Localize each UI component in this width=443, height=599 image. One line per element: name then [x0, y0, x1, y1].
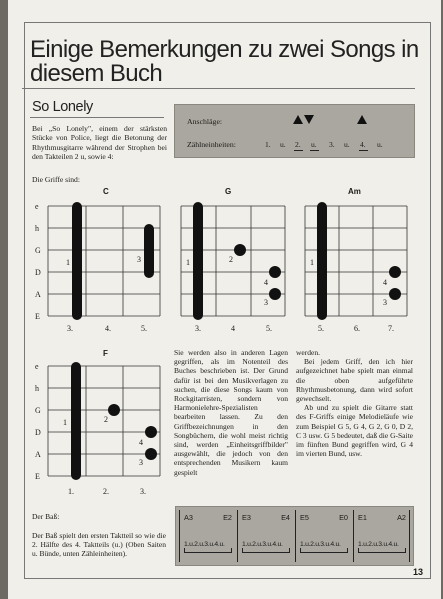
string-h: h	[35, 384, 39, 393]
page-title	[30, 38, 425, 86]
count-4: 4.	[360, 140, 366, 149]
fret-number: 5.	[266, 324, 272, 333]
title-rule	[22, 88, 415, 89]
fret-number: 5.	[318, 324, 324, 333]
count-bracket	[300, 552, 348, 553]
finger-number: 1	[186, 258, 190, 267]
fret-number: 3.	[67, 324, 73, 333]
fretboard	[171, 187, 291, 335]
bass-note-first: E5	[300, 513, 309, 522]
finger-number: 1	[63, 418, 67, 427]
count-bracket-tick	[347, 548, 348, 553]
upstroke-icon	[357, 115, 367, 124]
barre-finger	[72, 202, 82, 320]
fret-number: 2.	[103, 487, 109, 496]
fret-number: 1.	[68, 487, 74, 496]
count-underline	[310, 150, 319, 151]
chord-name: G	[225, 187, 232, 196]
count-2u: u.	[311, 140, 317, 149]
fret-number: 4.	[105, 324, 111, 333]
count-2: 2.	[295, 140, 301, 149]
finger-number: 3	[264, 298, 268, 307]
count-bracket	[358, 552, 406, 553]
upstroke-icon	[293, 115, 303, 124]
string-g: G	[35, 246, 41, 255]
bass-count: 1.u.2.u.3.u.4.u.	[242, 541, 283, 548]
paragraph: Bei jedem Griff, den ich hier aufgezeichnet habe spielt man einmal die oben aufgeführte Rhythmusbetonung, dann wird sofort gewechselt.	[296, 357, 413, 404]
finger-dot	[269, 266, 281, 278]
finger-dot	[389, 266, 401, 278]
finger-number: 2	[104, 415, 108, 424]
chord-name: F	[103, 349, 108, 358]
bass-note-last: A2	[397, 513, 406, 522]
count-4u: u.	[377, 140, 383, 149]
string-g: G	[35, 406, 41, 415]
barre-finger	[71, 362, 81, 480]
bass-label: Der Baß:	[32, 512, 60, 521]
bass-text: Der Baß spielt den ersten Taktteil so wie die 2. Hälfte des 4. Taktteils (u.) (Oben Saiten u. Bünde, unten Zähleinheiten).	[32, 531, 166, 559]
string-labels	[35, 202, 41, 321]
intro-text: Bei „So Lonely", einem der stärksten Stücke von Police, liegt die Betonung der Rhythmusgitarre während der Strophen bei den Takteilen 2 u, sowie 4:	[32, 124, 167, 161]
bass-note-last: E0	[339, 513, 348, 522]
string-a: A	[35, 450, 41, 459]
finger-dot	[269, 288, 281, 300]
fret-number: 3.	[140, 487, 146, 496]
finger-number: 3	[139, 458, 143, 467]
count-bracket-tick	[231, 548, 232, 553]
section-heading: So Lonely	[32, 99, 93, 115]
fret-number: 6.	[354, 324, 360, 333]
fretboard	[295, 187, 415, 335]
string-d: D	[35, 428, 41, 437]
count-underline	[294, 150, 303, 151]
counts-label: Zählneinheiten:	[187, 140, 236, 149]
bass-bar	[237, 510, 294, 562]
bass-bar	[295, 510, 352, 562]
finger-number: 1	[66, 258, 70, 267]
barre-finger	[317, 202, 327, 320]
finger-number: 4	[264, 278, 268, 287]
bass-count: 1.u.2.u.3.u.4.u.	[358, 541, 399, 548]
fretboard	[30, 349, 166, 499]
finger-dot	[108, 404, 120, 416]
string-labels	[35, 362, 41, 481]
finger-number: 4	[139, 438, 143, 447]
finger-dot	[234, 244, 246, 256]
finger-number: 2	[229, 255, 233, 264]
chord-name: Am	[348, 187, 361, 196]
finger-dot	[145, 426, 157, 438]
string-low-e: E	[35, 312, 40, 321]
chord-diagram-f	[30, 349, 166, 499]
bass-notation-box	[175, 506, 414, 566]
chord-diagram-am	[295, 187, 415, 335]
fret-number: 4	[231, 324, 235, 333]
downstroke-icon	[304, 115, 314, 124]
count-1u: u.	[280, 140, 286, 149]
page-title-line-2: diesem Buch	[30, 60, 163, 87]
count-bracket	[242, 552, 290, 553]
bass-note-last: E2	[223, 513, 232, 522]
fret-number: 5.	[141, 324, 147, 333]
count-bracket-tick	[405, 548, 406, 553]
fretboard	[30, 187, 166, 335]
finger-number: 3	[383, 298, 387, 307]
chord-diagram-c	[30, 187, 166, 335]
barre-finger	[193, 202, 203, 320]
bass-note-first: A3	[184, 513, 193, 522]
barre-finger	[144, 224, 154, 278]
string-e: e	[35, 362, 39, 371]
count-1: 1.	[265, 140, 271, 149]
string-a: A	[35, 290, 41, 299]
rhythm-box	[174, 104, 415, 158]
book-page	[8, 0, 441, 599]
bass-note-last: E4	[281, 513, 290, 522]
final-barline	[409, 510, 410, 562]
finger-number: 3	[137, 255, 141, 264]
finger-number: 4	[383, 278, 387, 287]
finger-dot	[389, 288, 401, 300]
bass-count: 1.u.2.u.3.u.4.u.	[300, 541, 341, 548]
count-underline	[359, 150, 368, 151]
fret-number: 7.	[388, 324, 394, 333]
body-text-right	[296, 348, 413, 458]
chord-name: C	[103, 187, 109, 196]
paragraph: Ab und zu spielt die Gitarre statt des F-Griffs einige Melodieläufe wie zum Beispiel G 5, G 4, G 2, G 0, D 2, C 3 usw. G 5 bedeutet, daß die G-Saite im fünften Bund gegriffen wird, G 4 im vierten Bund, usw.	[296, 403, 413, 459]
string-e: e	[35, 202, 39, 211]
bass-count: 1.u.2.u.3.u.4.u.	[184, 541, 225, 548]
bass-note-first: E3	[242, 513, 251, 522]
count-bracket-tick	[184, 548, 185, 553]
finger-number: 1	[310, 258, 314, 267]
bass-note-first: E1	[358, 513, 367, 522]
count-3u: u.	[344, 140, 350, 149]
count-bracket-tick	[358, 548, 359, 553]
finger-dot	[145, 448, 157, 460]
heading-rule	[30, 117, 164, 118]
count-bracket-tick	[242, 548, 243, 553]
count-bracket-tick	[300, 548, 301, 553]
body-text-middle: Sie werden also in anderen Lagen gegriffen, als im Notenteil des Buches beschrieben ist. Der Grund dafür ist bei den Musikverlagen zu suchen, die diese Songs kaum von Rockgitarristen, sondern von Harmonielehre-Spezialisten bearbeiten lassen. Zu den Griffbezeichnungen in den Songbüchern, die wohl meist richtig sind, werden „Einheitsgriffbilder" ausgewählt, die jedoch von den entsprechenden Musikern kaum gespielt	[174, 348, 288, 477]
chord-diagram-g	[171, 187, 291, 335]
string-low-e: E	[35, 472, 40, 481]
strokes-label: Anschläge:	[187, 117, 223, 126]
count-3: 3.	[329, 140, 335, 149]
chords-label: Die Griffe sind:	[32, 175, 80, 184]
count-bracket-tick	[289, 548, 290, 553]
page-title-line-1: Einige Bemerkungen zu zwei Songs in	[30, 36, 419, 63]
fret-number: 3.	[195, 324, 201, 333]
bass-bar	[353, 510, 410, 562]
string-d: D	[35, 268, 41, 277]
paragraph: werden.	[296, 348, 320, 357]
page-number: 13	[413, 567, 424, 577]
bass-bar	[179, 510, 236, 562]
string-h: h	[35, 224, 39, 233]
count-bracket	[184, 552, 232, 553]
